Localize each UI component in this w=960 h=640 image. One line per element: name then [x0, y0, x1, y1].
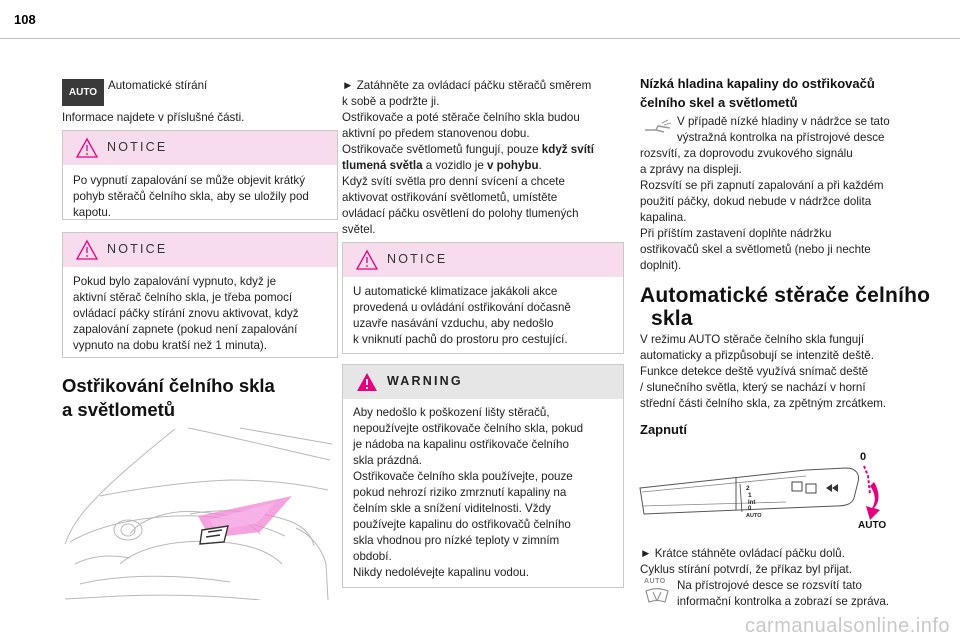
warning-label: WARNING [387, 374, 463, 388]
info-text: Informace najdete v příslušné části. [62, 111, 245, 124]
notice-line: aktivní stěrač čelního skla, je třeba pomocí [73, 291, 293, 304]
low-level-line: použití páčky, dokud nebude v nádržce dolita [640, 195, 872, 208]
washer-instructions [342, 78, 624, 238]
header-divider [0, 38, 960, 39]
washer-fluid-icon [642, 118, 674, 136]
stalk-position-0: 0 [748, 506, 752, 512]
notice-text: Po vypnutí zapalování se může objevit krátký pohyb stěračů čelního skla, aby se uložily pod kapotu. [73, 174, 309, 219]
final-line: ► Krátce stáhněte ovládací páčku dolů. [640, 547, 845, 560]
warning-box [342, 364, 624, 588]
warning-line: čelním skle a snížení viditelnosti. Vždy [353, 502, 551, 515]
warning-line: skla vhodnou pro nízké teploty v zimním [353, 534, 560, 547]
para-line: aktivovat ostřikování světlometů, umístěte [342, 191, 558, 204]
diagram-zero-label: 0 [860, 451, 867, 463]
low-level-line: V případě nízké hladiny v nádržce se tato [677, 115, 890, 128]
notice-line: U automatické klimatizace jakákoli akce [353, 285, 558, 298]
pull-down-arrow-icon [866, 482, 880, 520]
notice-line: provedená u ovládání ostřikování dočasně [353, 301, 571, 314]
notice-label: NOTICE [107, 242, 168, 256]
para-line: Ostřikovače světlometů fungují, pouze [342, 143, 539, 156]
low-level-line: ostřikovačů skel a světlometů (nebo ji nechte [640, 243, 871, 256]
bold-dipped-beam: tlumená světla [342, 159, 423, 172]
para-line: ► Zatáhněte za ovládací páčku stěračů směrem [342, 79, 592, 92]
section-title-line-2: a světlometů [62, 399, 176, 420]
low-level-text [640, 146, 912, 274]
para-dot: . [538, 159, 542, 172]
auto-wipers-title-line-1: Automatické stěrače čelního [640, 284, 931, 307]
watermark: carmanualsonline.info [744, 615, 950, 637]
warning-triangle-icon [75, 239, 99, 261]
notice-header [63, 233, 337, 267]
bold-moving: v pohybu [487, 159, 539, 172]
para-text: a vozidlo je [422, 159, 487, 172]
notice-box-2 [62, 232, 338, 358]
warning-line: skla prázdná. [353, 454, 422, 467]
warning-filled-triangle-icon [355, 371, 379, 393]
stalk-position-2: 2 [746, 485, 750, 492]
wiper-icon [643, 587, 671, 605]
warning-line: používejte kapalinu do ostřikovačů čelního [353, 518, 571, 531]
low-level-line: a zprávy na displeji. [640, 163, 742, 176]
para-line: ovládací páčku osvětlení do polohy tlumených [342, 207, 579, 220]
para-line: Když svítí světla pro denní svícení a chcete [342, 175, 565, 188]
auto-line: střední části čelního skla, za zpětným zrcátkem. [640, 397, 887, 410]
auto-wiper-indicator-icon [641, 578, 673, 608]
stalk-position-int: Int [748, 500, 756, 506]
low-level-line: rozsvítí, za doprovodu zvukového signálu [640, 147, 853, 160]
final-icon-line: Na přístrojové desce se rozsvítí tato [677, 579, 862, 592]
indicator-auto-text: AUTO [644, 578, 666, 585]
para-line: světel. [342, 223, 376, 236]
low-level-title-line-1: Nízká hladina kapaliny do ostřikovačů [640, 76, 875, 91]
notice-line: zapalování zapnete (pokud není zapalování [73, 323, 298, 336]
auto-line: V režimu AUTO stěrače čelního skla fungují [640, 333, 865, 346]
notice-box-3 [342, 242, 624, 354]
warning-line: období. [353, 550, 392, 563]
warning-line: nepoužívejte ostřikovače čelního skla, pokud [353, 422, 584, 435]
page-number: 108 [14, 12, 36, 27]
warning-line: Aby nedošlo k poškození lišty stěračů, [353, 406, 550, 419]
warning-line: pokud nehrozí riziko zmrznutí kapaliny na [353, 486, 567, 499]
bold-when-lit: když svítí [541, 143, 594, 156]
notice-label: NOTICE [107, 140, 168, 154]
stalk-position-auto: AUTO [746, 513, 762, 519]
notice-line: vypnuto na dobu kratší než 1 minuta). [73, 339, 267, 352]
auto-badge-icon: AUTO [62, 79, 104, 106]
notice-box-1 [62, 130, 338, 220]
low-level-line: doplnit). [640, 259, 682, 272]
warning-line: Nikdy nedolévejte kapalinu vodou. [353, 566, 529, 579]
notice-header [63, 131, 337, 165]
auto-wiping-title: Automatické stírání [108, 79, 208, 92]
diagram-auto-label: AUTO [858, 520, 887, 530]
auto-wipers-title-line-2: skla [651, 307, 693, 330]
para-line: k sobě a podržte ji. [342, 95, 440, 108]
notice-header [343, 243, 623, 277]
section-title-line-1: Ostřikování čelního skla [62, 375, 275, 396]
final-line: Cyklus stírání potvrdí, že příkaz byl přijat. [640, 563, 852, 576]
para-line: aktivní po předem stanovenou dobu. [342, 127, 530, 140]
final-icon-line: informační kontrolka a zobrazí se zpráva. [677, 595, 890, 608]
low-level-line: kapalina. [640, 211, 687, 224]
auto-line: / slunečního světla, který se nachází v horní [640, 381, 866, 394]
low-level-line: výstražná kontrolka na přístrojové desce [677, 131, 885, 144]
notice-line: uzavře nasávání vzduchu, aby nedošlo [353, 317, 554, 330]
auto-wipers-text [640, 332, 912, 412]
warning-line: je nádoba na kapalinu ostřikovače čelního [353, 438, 569, 451]
warning-header [343, 365, 623, 399]
notice-line: Pokud bylo zapalování vypnuto, když je [73, 275, 277, 288]
warning-triangle-icon [355, 249, 379, 271]
low-level-line: Rozsvítí se při zapnutí zapalování a při každém [640, 179, 884, 192]
auto-line: automaticky a přizpůsobují se intenzitě deště. [640, 349, 874, 362]
warning-triangle-icon [75, 137, 99, 159]
low-level-line: Při příštím zastavení doplňte nádržku [640, 227, 832, 240]
car-front-illustration [60, 424, 336, 600]
stalk-position-1: 1 [748, 492, 752, 499]
notice-label: NOTICE [387, 252, 448, 266]
notice-line: ovládací páčky stírání znovu aktivovat, když [73, 307, 299, 320]
switch-on-heading: Zapnutí [640, 422, 687, 437]
wiper-stalk-diagram [636, 448, 892, 530]
warning-line: Ostřikovače čelního skla používejte, pouze [353, 470, 573, 483]
notice-line: k vniknutí pachů do prostoru pro cestující. [353, 333, 568, 346]
low-level-title-line-2: čelního skel a světlometů [640, 95, 798, 110]
para-line: Ostřikovače a poté stěrače čelního skla budou [342, 111, 580, 124]
auto-line: Funkce detekce deště využívá snímač deště [640, 365, 869, 378]
